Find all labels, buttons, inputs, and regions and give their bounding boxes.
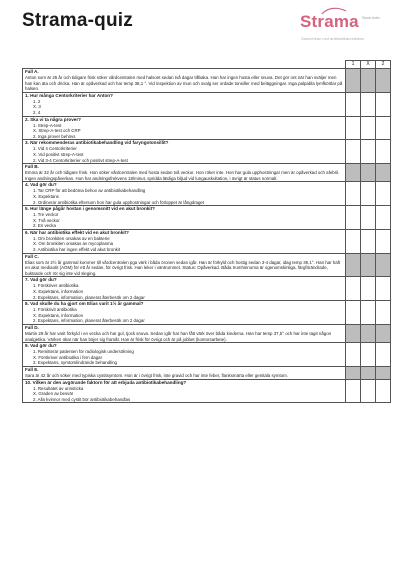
answer-box-2[interactable]	[376, 182, 391, 206]
case-shaded-cell	[376, 325, 391, 343]
question-row	[23, 301, 391, 325]
question-cell	[23, 92, 346, 116]
answer-option: 2. Antibiotika har ingen effekt vid akut bronkit	[33, 247, 121, 253]
case-row	[23, 366, 391, 379]
question-row	[23, 379, 391, 403]
answer-box-x[interactable]	[361, 229, 376, 253]
case-shaded-cell	[361, 366, 376, 379]
column-header-1: 1	[346, 61, 361, 69]
quiz-table	[22, 60, 391, 403]
answer-option: 2. Expektans, information, planerat återbesök om 2 dagar	[33, 294, 145, 300]
column-header-2: 2	[376, 61, 391, 69]
answer-box-x[interactable]	[361, 182, 376, 206]
question-cell	[23, 140, 346, 164]
case-description: Sara är 42 år och söker med typiska cystitsymtom. Hon är i övrigt frisk, inte gravid och har inte feber, flanksmärta eller genitala symtom.	[25, 372, 289, 378]
question-row	[23, 229, 391, 253]
answer-box-1[interactable]	[346, 116, 361, 140]
answer-header-row	[23, 61, 391, 69]
case-label: Fall C.	[25, 253, 39, 259]
answer-option: X. Graden av besvär	[33, 391, 74, 397]
column-header-x: X	[361, 61, 376, 69]
answer-box-x[interactable]	[361, 343, 376, 367]
answer-option: 1. Tar CRP för att bedöma behov av antibiotikabehandling	[33, 188, 146, 194]
question-row	[23, 206, 391, 230]
answer-option: 1. Om bronkiten orsakas av en bakterie	[33, 235, 110, 241]
answer-box-2[interactable]	[376, 92, 391, 116]
answer-option: 1. Förskriver antibiotika	[33, 283, 79, 289]
answer-box-x[interactable]	[361, 277, 376, 301]
question-title: 1. Hur många Centorkriterier har Anton?	[25, 92, 113, 98]
question-row	[23, 343, 391, 367]
answer-option: X. Vid positivt strep-A-test	[33, 151, 84, 157]
question-title: 6. När har antibiotika effekt vid en akut bronkit?	[25, 229, 129, 235]
case-shaded-cell	[346, 325, 361, 343]
case-shaded-cell	[346, 69, 361, 93]
case-cell	[23, 164, 346, 182]
case-cell	[23, 325, 346, 343]
case-shaded-cell	[361, 325, 376, 343]
question-cell	[23, 343, 346, 367]
answer-option: 1. Remitterar patienten för radiologisk undersökning	[33, 349, 134, 355]
answer-box-x[interactable]	[361, 140, 376, 164]
case-cell	[23, 253, 346, 277]
answer-box-x[interactable]	[361, 379, 376, 403]
answer-option: 2. 4	[33, 109, 41, 115]
answer-box-1[interactable]	[346, 301, 361, 325]
answer-box-1[interactable]	[346, 206, 361, 230]
answer-option: X. Expektans, information	[33, 289, 84, 295]
question-title: 4. Vad gör du?	[25, 182, 57, 188]
answer-option: X. 3	[33, 104, 41, 110]
answer-box-2[interactable]	[376, 277, 391, 301]
case-shaded-cell	[361, 253, 376, 277]
case-label: Fall A.	[25, 69, 39, 74]
answer-option: X. Förskriver antibiotika i fem dagar	[33, 354, 103, 360]
answer-option: 2. Alla kvinnor med cystit bör antibiotikabehandlas	[33, 396, 131, 402]
answer-option: 2. Inga prover behövs	[33, 133, 76, 139]
question-cell	[23, 206, 346, 230]
logo-region: Stock-holm	[362, 16, 380, 20]
case-description: Anton som är 25 år och tidigare frisk söker vårdcentralen med halsont sedan två dagar tillbaka. Han har ingen hosta eller snuva. Det gör ont när han sväljer men han kan äta och dricka. Han är opåverkad och har temp 38,1 °. Vid inspektion av mun och svalg ser ordade tonsiller med beläggningar. Inga palpabla lymfkörtlar på halsen.	[25, 75, 343, 92]
case-shaded-cell	[346, 366, 361, 379]
case-shaded-cell	[376, 253, 391, 277]
case-description: Elias som är 2½ år gammal kommer till vårdcentralen pga värk i båda öronen sedan igår. Han är förkyld och hostig sedan 3-4 dagar, idag temp 39,1°. Han har haft en akut mediaotit (AOM) för ett år sedan, för övrigt frisk. Han leker i väntrummet. Status: Opåverkad. Båda trumhinnorna är ogenomskinliga, färgförändrade, buktande och rör sig inte vid sleging.	[25, 259, 341, 276]
answer-option: X. Strep-A-test och CRP	[33, 128, 81, 134]
question-cell	[23, 301, 346, 325]
answer-box-1[interactable]	[346, 343, 361, 367]
answer-option: 2. Vid 3-4 Centorkriterier och positivt strep-A-test	[33, 157, 128, 163]
document-title: Strama-quiz	[22, 10, 133, 31]
question-cell	[23, 182, 346, 206]
answer-box-2[interactable]	[376, 206, 391, 230]
answer-option: X. Expektans	[33, 193, 59, 199]
answer-box-2[interactable]	[376, 343, 391, 367]
question-row	[23, 92, 391, 116]
strama-logo	[300, 10, 390, 50]
answer-box-2[interactable]	[376, 379, 391, 403]
case-shaded-cell	[376, 69, 391, 93]
question-title: 9. Vad gör du?	[25, 343, 57, 349]
answer-box-2[interactable]	[376, 229, 391, 253]
case-shaded-cell	[346, 164, 361, 182]
case-row	[23, 164, 391, 182]
answer-option: 2. Expektans, symtomlindrande behandling	[33, 360, 117, 366]
case-description: Emma är 32 år och tidigare frisk. Hon söker vårdcentralen med hosta sedan två veckor. Hon röker inte. Hon har gula upphostningar men är opåverkad och afebril. Ingen andningspåverkan. Hon har andningsfrekvens 18/minut, spridda lätdiga biljud vid lungauskultation, i övrigt är status normalt.	[25, 170, 340, 181]
case-label: Fall B.	[25, 164, 39, 170]
question-cell	[23, 379, 346, 403]
case-shaded-cell	[361, 69, 376, 93]
answer-option: 1. Vid 4 Centorkriterier	[33, 146, 77, 152]
answer-option: 1. Resultatet av urinsticka	[33, 385, 84, 391]
document-header	[22, 10, 390, 50]
logo-tagline: Samverkan mot antibiotikaresistens	[301, 36, 365, 41]
case-label: Fall E.	[25, 366, 39, 372]
answer-box-1[interactable]	[346, 379, 361, 403]
answer-option: X. Två veckor	[33, 217, 60, 223]
answer-option: 1. 2	[33, 98, 41, 104]
answer-option: X. Expektans, information	[33, 312, 84, 318]
header-blank-cell	[23, 61, 346, 69]
question-title: 5. Hur länge pågår hostan i genomsnitt vid en akut bronkit?	[25, 206, 155, 212]
answer-box-1[interactable]	[346, 182, 361, 206]
case-shaded-cell	[361, 164, 376, 182]
question-title: 3. När rekommenderas antibiotikabehandling vid faryngotonsillit?	[25, 140, 169, 146]
case-row	[23, 69, 391, 93]
question-title: 10. Vilken är den avgörande faktorn för att erbjuda antibiotikabehandling?	[25, 379, 187, 385]
answer-box-x[interactable]	[361, 92, 376, 116]
answer-box-x[interactable]	[361, 301, 376, 325]
case-row	[23, 325, 391, 343]
question-row	[23, 116, 391, 140]
case-label: Fall D.	[25, 325, 39, 330]
answer-option: X. Om bronkiten orsakas av mycoplasma	[33, 241, 114, 247]
question-title: 2. Ska vi ta några prover?	[25, 116, 81, 122]
question-cell	[23, 229, 346, 253]
case-shaded-cell	[376, 366, 391, 379]
answer-box-1[interactable]	[346, 277, 361, 301]
answer-box-2[interactable]	[376, 140, 391, 164]
question-cell	[23, 116, 346, 140]
answer-box-1[interactable]	[346, 229, 361, 253]
answer-option: 1. Tre veckor	[33, 212, 59, 218]
case-row	[23, 253, 391, 277]
question-title: 7. Vad gör du?	[25, 277, 57, 283]
case-description: Martin 29 år har varit förkyld i en vecka och har gul, tjock snuva. Sedan igår har han fått värk över båda kinderna. Han har temp 37,5° och har inte tagit någon analgetika. Värken ökar när han böjer sig framåt. Han är frisk för övrigt och är på jobbet (kontorsarbete).	[25, 331, 332, 342]
case-cell	[23, 69, 346, 93]
answer-box-1[interactable]	[346, 140, 361, 164]
case-cell	[23, 366, 346, 379]
answer-box-x[interactable]	[361, 206, 376, 230]
answer-box-2[interactable]	[376, 301, 391, 325]
question-row	[23, 182, 391, 206]
case-shaded-cell	[376, 164, 391, 182]
question-row	[23, 140, 391, 164]
answer-option: 2. Ordinerar antibiotika eftersom hon har gula upphostningar och förloppet är långdraget	[33, 199, 205, 205]
case-shaded-cell	[346, 253, 361, 277]
answer-box-1[interactable]	[346, 92, 361, 116]
answer-option: 2. Expektans, information, planerat återbesök om 2 dagar	[33, 318, 145, 324]
logo-wordmark: Strama	[300, 12, 359, 31]
question-cell	[23, 277, 346, 301]
answer-option: 2. En vecka	[33, 223, 56, 229]
answer-option: 1. Förskrivit antibiotika	[33, 307, 77, 313]
answer-box-x[interactable]	[361, 116, 376, 140]
answer-option: 1. Strep-A-test	[33, 122, 62, 128]
answer-box-2[interactable]	[376, 116, 391, 140]
question-row	[23, 277, 391, 301]
question-title: 8. Vad skulle du ha gjort om Elias varit 1½ år gammal?	[25, 301, 144, 307]
